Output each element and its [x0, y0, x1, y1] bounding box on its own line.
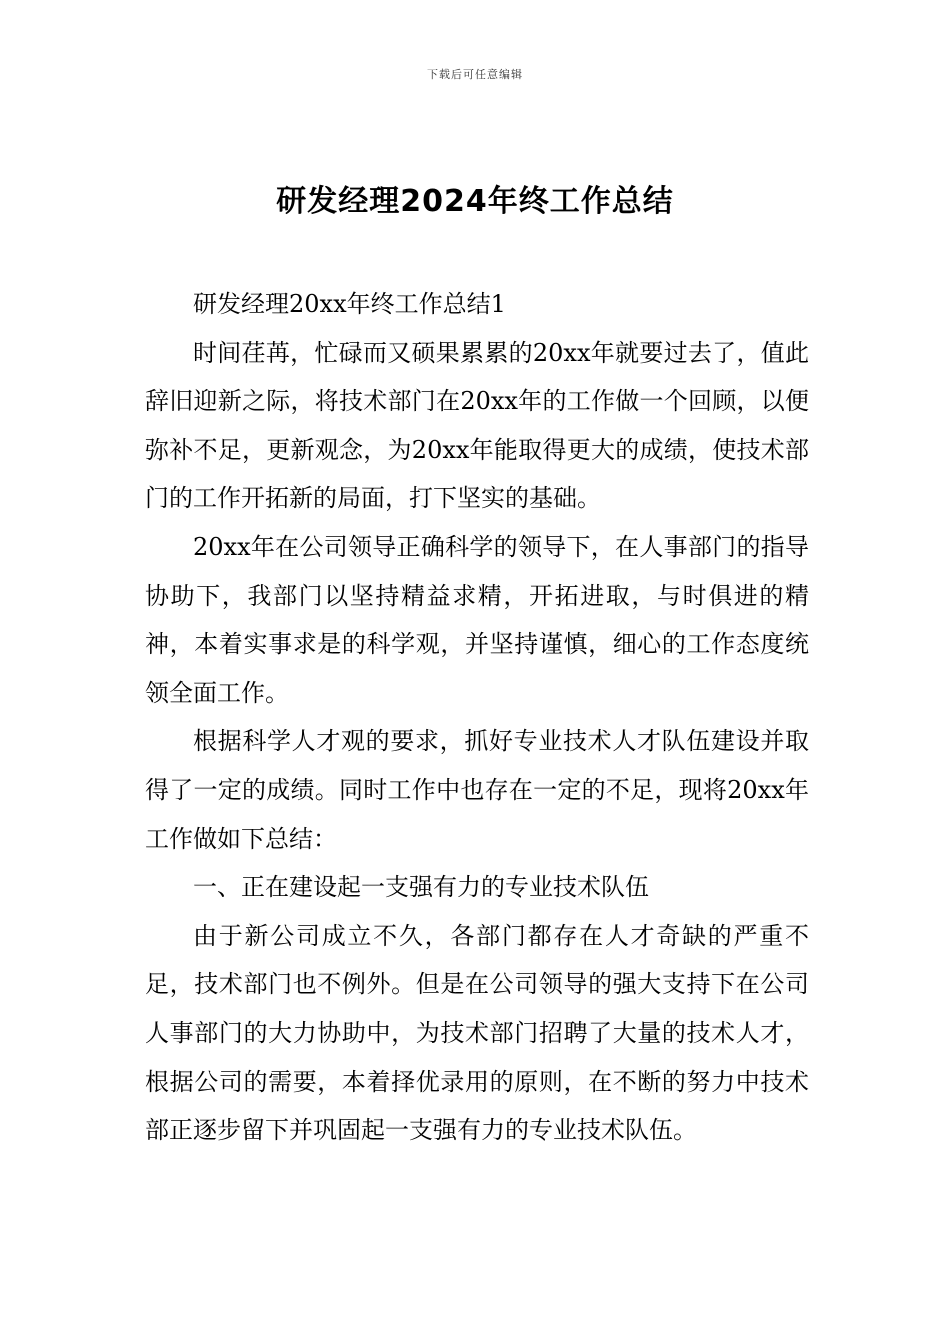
section-heading: 研发经理20xx年终工作总结1 [193, 290, 506, 318]
subsection-heading: 一、正在建设起一支强有力的专业技术队伍 [193, 873, 649, 902]
document-title: 研发经理2024年终工作总结 [276, 184, 674, 219]
document-body [145, 280, 809, 1155]
header-note: 下载后可任意编辑 [427, 68, 523, 81]
body-paragraph: 20xx年在公司领导正确科学的领导下，在人事部门的指导协助下，我部门以坚持精益求精，开拓进取，与时俱进的精神，本着实事求是的科学观，并坚持谨慎，细心的工作态度统领全面工作。 [145, 532, 809, 707]
body-paragraph: 时间荏苒，忙碌而又硕果累累的20xx年就要过去了，值此辞旧迎新之际，将技术部门在20xx年的工作做一个回顾，以便弥补不足，更新观念，为20xx年能取得更大的成绩，使技术部门的工作开拓新的局面，打下坚实的基础。 [145, 338, 809, 513]
body-paragraph: 根据科学人才观的要求，抓好专业技术人才队伍建设并取得了一定的成绩。同时工作中也存在一定的不足，现将20xx年工作做如下总结： [145, 727, 809, 853]
body-paragraph: 由于新公司成立不久，各部门都存在人才奇缺的严重不足，技术部门也不例外。但是在公司领导的强大支持下在公司人事部门的大力协助中，为技术部门招聘了大量的技术人才，根据公司的需要，本着择优录用的原则，在不断的努力中技术部正逐步留下并巩固起一支强有力的专业技术队伍。 [145, 921, 809, 1145]
